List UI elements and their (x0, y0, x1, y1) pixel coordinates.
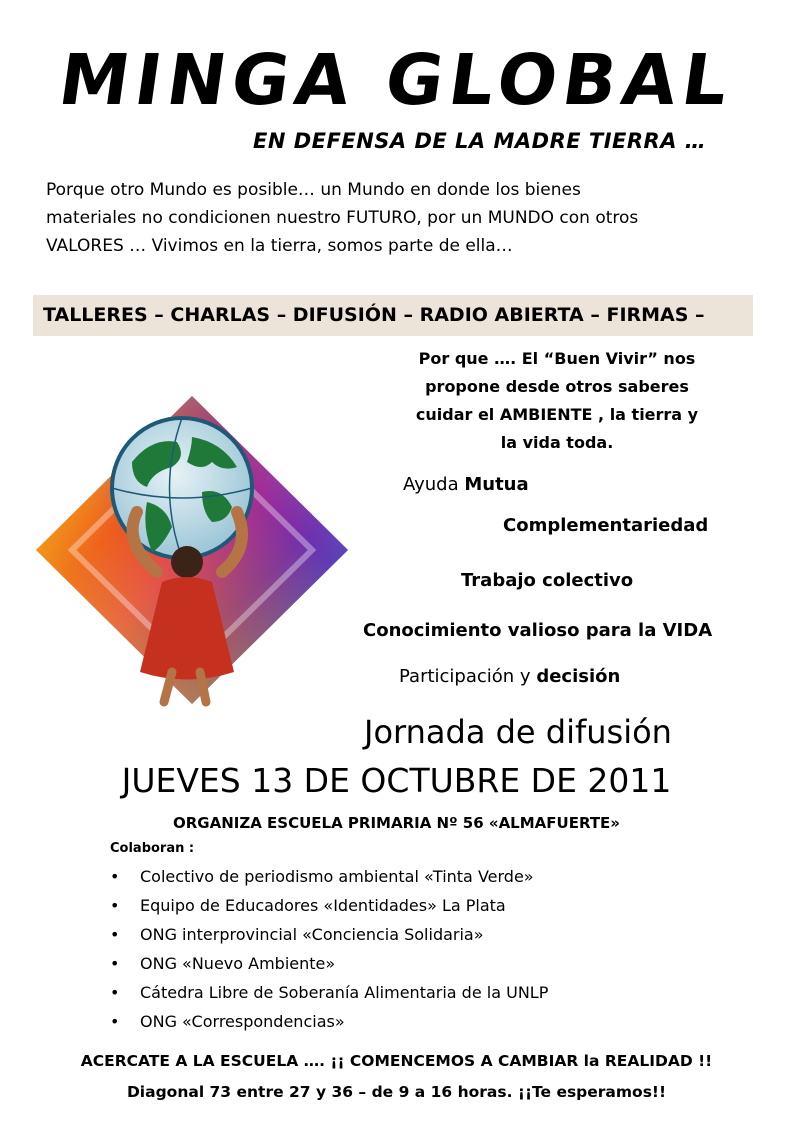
event-heading: Jornada de difusión (364, 713, 672, 751)
list-item (110, 1007, 548, 1036)
value-complementariedad: Complementariedad (503, 515, 709, 536)
list-item-text: Equipo de Educadores «Identidades» La Plata (140, 896, 506, 915)
collaborators-label: Colaboran : (110, 841, 195, 856)
list-item-text: ONG «Nuevo Ambiente» (140, 954, 336, 973)
organizer: ORGANIZA ESCUELA PRIMARIA Nº 56 «ALMAFUERTE» (172, 814, 620, 832)
list-item (110, 920, 548, 949)
address-hours: Diagonal 73 entre 27 y 36 – de 9 a 16 horas. ¡¡Te esperamos!! (126, 1083, 667, 1101)
list-item (110, 949, 548, 978)
buen-vivir-line: la vida toda. (500, 433, 614, 452)
intro-line: materiales no condicionen nuestro FUTURO, por un MUNDO con otros (46, 208, 639, 228)
value-trabajo-colectivo: Trabajo colectivo (461, 570, 634, 591)
buen-vivir-paragraph (392, 345, 722, 457)
intro-paragraph (46, 176, 766, 260)
activities-banner: TALLERES – CHARLAS – DIFUSIÓN – RADIO ABIERTA – FIRMAS – (33, 295, 753, 336)
value-ayuda-mutua (403, 474, 529, 495)
bullet-icon: • (110, 867, 120, 886)
list-item-text: Colectivo de periodismo ambiental «Tinta Verde» (140, 867, 534, 886)
buen-vivir-line: propone desde otros saberes (425, 377, 689, 396)
value-text-bold: Mutua (464, 474, 529, 495)
bullet-icon: • (110, 896, 120, 915)
list-item (110, 978, 548, 1007)
bullet-icon: • (110, 925, 120, 944)
intro-line: Porque otro Mundo es posible… un Mundo en donde los bienes (46, 180, 581, 200)
list-item (110, 891, 548, 920)
list-item (110, 862, 548, 891)
poster-title: MINGA GLOBAL (53, 39, 740, 121)
value-text: Participación y (399, 666, 537, 687)
list-item-text: ONG interprovincial «Conciencia Solidaria» (140, 925, 484, 944)
value-text: Ayuda (403, 474, 465, 495)
value-participacion (399, 666, 620, 687)
list-item-text: ONG «Correspondencias» (140, 1012, 345, 1031)
bullet-icon: • (110, 954, 120, 973)
collaborators-list (110, 862, 548, 1036)
intro-line: VALORES … Vivimos en la tierra, somos parte de ella… (46, 236, 513, 256)
list-item-text: Cátedra Libre de Soberanía Alimentaria de la UNLP (140, 983, 549, 1002)
buen-vivir-line: Por que …. El “Buen Vivir” nos (418, 349, 696, 368)
value-text-bold: decisión (536, 666, 621, 687)
earth-held-by-woman-icon (32, 392, 352, 708)
value-conocimiento: Conocimiento valioso para la VIDA (363, 620, 713, 641)
call-to-action: ACERCATE A LA ESCUELA …. ¡¡ COMENCEMOS A CAMBIAR la REALIDAD !! (80, 1052, 713, 1070)
bullet-icon: • (110, 1012, 120, 1031)
buen-vivir-line: cuidar el AMBIENTE , la tierra y (415, 405, 699, 424)
event-date: JUEVES 13 DE OCTUBRE DE 2011 (121, 761, 672, 800)
poster-subtitle: EN DEFENSA DE LA MADRE TIERRA … (253, 129, 707, 153)
bullet-icon: • (110, 983, 120, 1002)
